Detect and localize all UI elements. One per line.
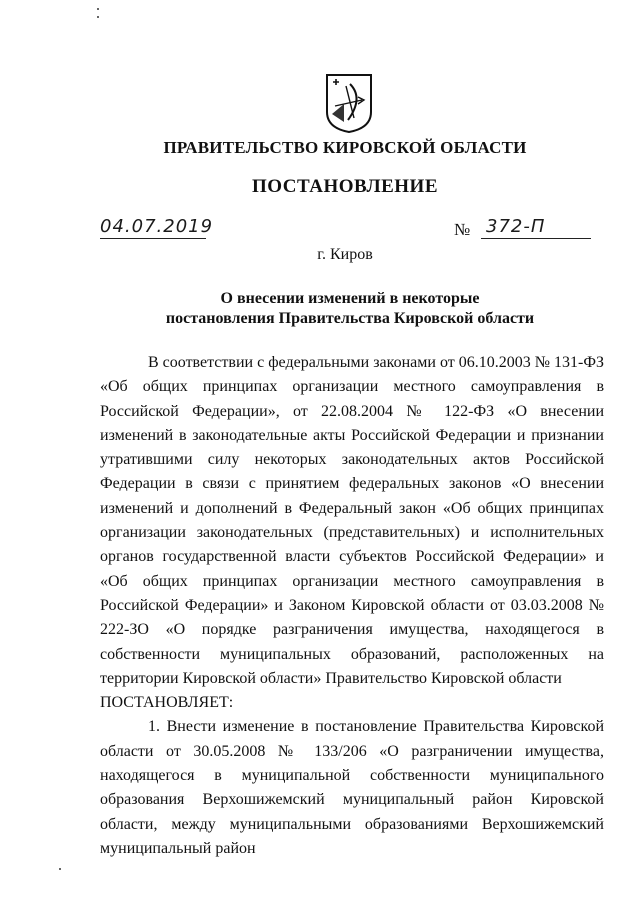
document-number: 372-П: [486, 216, 546, 237]
coat-of-arms-emblem: [324, 72, 374, 134]
item-1-paragraph: 1. Внести изменение в постановление Правительства Кировской области от 30.05.2008 № 133/206 «О разграничении имущества, находящегося в муниципальной собственности муниципального образования Верхошижемский муниципальный район Кировской области, между муниципальными образованиями Верхошижемский муниципальный район: [100, 718, 604, 857]
number-sign: №: [454, 220, 471, 239]
subject-line-1: О внесении изменений в некоторые: [220, 290, 480, 307]
document-body: [100, 351, 604, 861]
preamble-paragraph: В соответствии с федеральными законами от 06.10.2003 № 131-ФЗ «Об общих принципах организации местного самоуправления в Российской Федерации», от 22.08.2004 № 122-ФЗ «О внесении изменений в законодательные акты Российской Федерации и признании утратившими силу некоторых законодательных актов Российской Федерации в связи с принятием федеральных законов «О внесении изменений и дополнений в Федеральный закон «Об общих принципах организации законодательных (представительных) и исполнительных органов государственной власти субъектов Российской Федерации» и «Об общих принципах организации местного самоуправления в Российской Федерации» и Законом Кировской области от 03.03.2008 № 222-ЗО «О порядке разграничения имущества, находящегося в собственности муниципальных образований, расположенных на территории Кировской области» Правительство Кировской области: [100, 354, 604, 687]
document-type-title: ПОСТАНОВЛЕНИЕ: [251, 176, 439, 197]
city-label: г. Киров: [317, 246, 373, 263]
scan-speck: [97, 16, 99, 18]
number-underline: [481, 238, 591, 239]
document-date: 04.07.2019: [100, 216, 214, 237]
scan-speck: [59, 868, 61, 870]
scan-speck: [97, 8, 99, 10]
document-subject: [0, 289, 640, 329]
resolve-keyword: ПОСТАНОВЛЯЕТ:: [100, 694, 234, 712]
subject-line-2: постановления Правительства Кировской области: [165, 310, 535, 327]
date-underline: [100, 238, 206, 239]
government-title: ПРАВИТЕЛЬСТВО КИРОВСКОЙ ОБЛАСТИ: [163, 138, 527, 157]
